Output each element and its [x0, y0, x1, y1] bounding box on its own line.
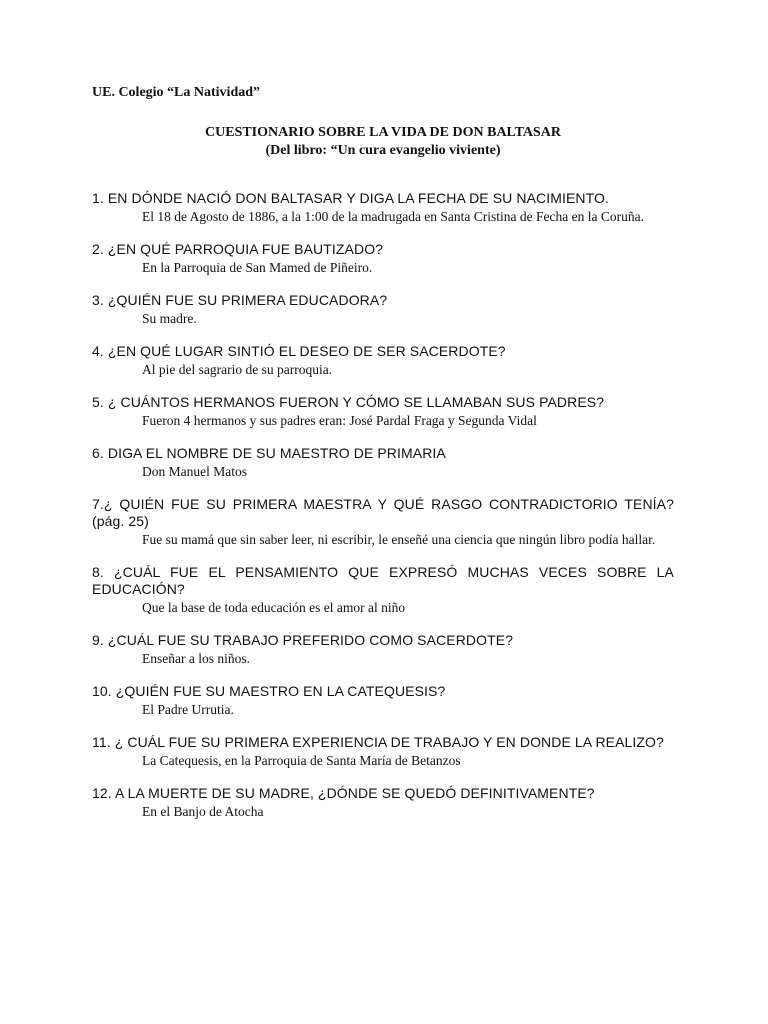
title-block	[92, 124, 674, 160]
qa-item-3	[92, 292, 674, 327]
qa-item-10	[92, 683, 674, 718]
answer-3: Su madre.	[142, 311, 197, 326]
qa-item-12	[92, 785, 674, 820]
qa-item-4	[92, 343, 674, 378]
document-page	[92, 84, 674, 836]
document-title: CUESTIONARIO SOBRE LA VIDA DE DON BALTASAR	[204, 125, 562, 140]
answer-10: El Padre Urrutia.	[142, 702, 234, 717]
qa-item-11	[92, 734, 674, 769]
question-5: 5. ¿ CUÁNTOS HERMANOS FUERON Y CÓMO SE LLAMABAN SUS PADRES?	[92, 394, 605, 410]
answer-6: Don Manuel Matos	[142, 464, 247, 479]
question-11: 11. ¿ CUÁL FUE SU PRIMERA EXPERIENCIA DE TRABAJO Y EN DONDE LA REALIZO?	[92, 734, 664, 750]
qa-item-6	[92, 445, 674, 480]
answer-7: Fue su mamá que sin saber leer, ni escribir, le enseñé una ciencia que ningún libro podía hallar.	[142, 532, 656, 547]
answer-4: Al pie del sagrario de su parroquia.	[142, 362, 333, 377]
question-9: 9. ¿CUÁL FUE SU TRABAJO PREFERIDO COMO SACERDOTE?	[92, 632, 514, 648]
school-name: UE. Colegio “La Natividad”	[92, 85, 261, 100]
qa-item-9	[92, 632, 674, 667]
answer-5: Fueron 4 hermanos y sus padres eran: José Pardal Fraga y Segunda Vidal	[142, 413, 537, 428]
answer-11: La Catequesis, en la Parroquia de Santa María de Betanzos	[142, 753, 461, 768]
question-3: 3. ¿QUIÉN FUE SU PRIMERA EDUCADORA?	[92, 292, 388, 308]
answer-12: En el Banjo de Atocha	[142, 804, 264, 819]
question-4: 4. ¿EN QUÉ LUGAR SINTIÓ EL DESEO DE SER SACERDOTE?	[92, 343, 506, 359]
qa-item-1	[92, 190, 674, 225]
qa-item-8	[92, 564, 674, 616]
question-7: 7.¿ QUIÉN FUE SU PRIMERA MAESTRA Y QUÉ RASGO CONTRADICTORIO TENÍA? (pág. 25)	[92, 496, 674, 529]
qa-item-2	[92, 241, 674, 276]
question-1: 1. EN DÓNDE NACIÓ DON BALTASAR Y DIGA LA FECHA DE SU NACIMIENTO.	[92, 190, 610, 206]
question-6: 6. DIGA EL NOMBRE DE SU MAESTRO DE PRIMARIA	[92, 445, 446, 461]
question-8: 8. ¿CUÁL FUE EL PENSAMIENTO QUE EXPRESÓ MUCHAS VECES SOBRE LA EDUCACIÓN?	[92, 564, 674, 597]
answer-2: En la Parroquia de San Mamed de Piñeiro.	[142, 260, 373, 275]
answer-8: Que la base de toda educación es el amor al niño	[142, 600, 406, 615]
qa-item-5	[92, 394, 674, 429]
question-10: 10. ¿QUIÉN FUE SU MAESTRO EN LA CATEQUESIS?	[92, 683, 446, 699]
document-subtitle: (Del libro: “Un cura evangelio viviente)	[265, 143, 501, 158]
answer-9: Enseñar a los niños.	[142, 651, 250, 666]
question-2: 2. ¿EN QUÉ PARROQUIA FUE BAUTIZADO?	[92, 241, 384, 257]
qa-item-7	[92, 496, 674, 548]
answer-1: El 18 de Agosto de 1886, a la 1:00 de la madrugada en Santa Cristina de Fecha en la Coruña.	[142, 209, 644, 224]
question-12: 12. A LA MUERTE DE SU MADRE, ¿DÓNDE SE QUEDÓ DEFINITIVAMENTE?	[92, 785, 595, 801]
